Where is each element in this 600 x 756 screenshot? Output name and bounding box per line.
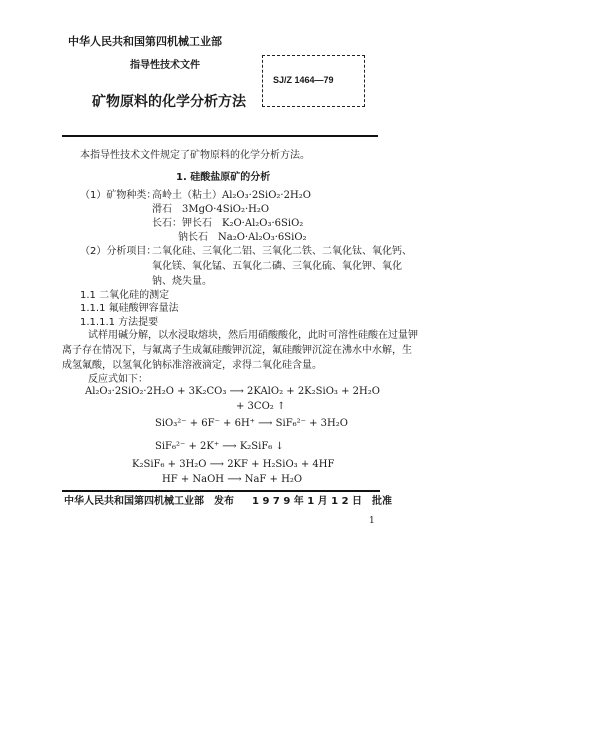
mineral-types-label: （1）矿物种类： (80, 190, 157, 201)
equation: SiF₆²⁻ + 2K⁺ ⟶ K₂SiF₆ ↓ (155, 441, 284, 452)
analysis-items-label: （2）分析项目： (80, 246, 157, 257)
intro-text: 本指导性技术文件规定了矿物原料的化学分析方法。 (80, 150, 310, 161)
analysis-items-line: 钠、烧失量。 (152, 276, 212, 287)
doc-type: 指导性技术文件 (130, 60, 200, 71)
standard-code: SJ/Z 1464—79 (273, 75, 334, 85)
page-title: 矿物原料的化学分析方法 (92, 94, 246, 110)
mineral-item: 长石：钾长石 K₂O·Al₂O₃·6SiO₂ (152, 218, 304, 229)
page-number: 1 (369, 516, 375, 526)
equation: Al₂O₃·2SiO₂·2H₂O + 3K₂CO₃ ⟶ 2KAlO₂ + 2K₂SiO₃ + 2H₂O (85, 386, 380, 397)
section-heading: 1. 硅酸盐原矿的分析 (176, 172, 271, 183)
paragraph-line: 离子存在情况下，与氟离子生成氟硅酸钾沉淀，氟硅酸钾沉淀在沸水中水解，生 (62, 345, 412, 356)
equation: HF + NaOH ⟶ NaF + H₂O (162, 474, 303, 485)
subsection-heading: 1.1 二氧化硅的测定 (80, 290, 170, 301)
issuer: 中华人民共和国第四机械工业部 发布 (64, 496, 234, 507)
equation: SiO₃²⁻ + 6F⁻ + 6H⁺ ⟶ SiF₆²⁻ + 3H₂O (155, 418, 348, 429)
mineral-item: 滑石 3MgO·4SiO₂·H₂O (152, 204, 270, 215)
reaction-label: 反应式如下： (88, 374, 148, 385)
equation: K₂SiF₆ + 3H₂O ⟶ 2KF + H₂SiO₃ + 4HF (132, 459, 335, 470)
header-divider (62, 135, 378, 137)
paragraph-line: 试样用碱分解，以水浸取熔块，然后用硝酸酸化，此时可溶性硅酸在过量钾 (88, 330, 418, 341)
mineral-item: 高岭土（粘土）Al₂O₃·2SiO₂·2H₂O (152, 190, 311, 201)
ministry-name: 中华人民共和国第四机械工业部 (68, 35, 222, 48)
paragraph-line: 成氢氟酸，以氢氧化钠标准溶液滴定，求得二氧化硅含量。 (62, 360, 322, 371)
analysis-items-line: 二氧化硅、三氧化二铝、三氧化二铁、二氧化钛、氧化钙、 (152, 246, 412, 257)
analysis-items-line: 氧化镁、氧化锰、五氧化二磷、三氧化硫、氧化钾、氧化 (152, 261, 402, 272)
subsection-heading: 1.1.1.1 方法提要 (80, 317, 159, 328)
approval-date: 1 9 7 9 年 1 月 1 2 日 批准 (252, 496, 393, 507)
standard-code-box (262, 55, 365, 107)
mineral-item: 钠长石 Na₂O·Al₂O₃·6SiO₂ (178, 232, 307, 243)
equation: + 3CO₂ ↑ (236, 401, 286, 412)
footer-divider (62, 490, 380, 492)
subsection-heading: 1.1.1 氟硅酸钾容量法 (80, 303, 179, 314)
